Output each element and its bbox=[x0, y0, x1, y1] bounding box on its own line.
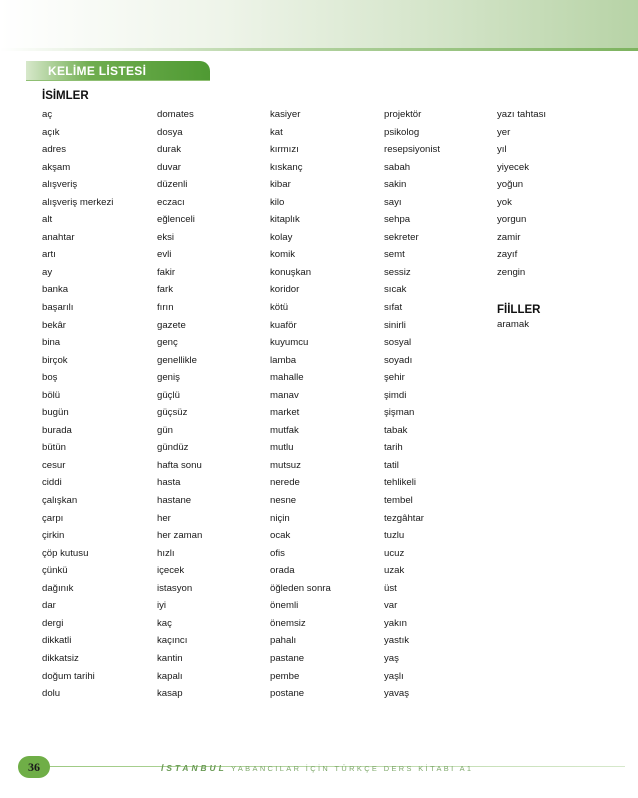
word-item: yaşlı bbox=[384, 670, 404, 682]
word-item: düzenli bbox=[157, 179, 188, 191]
word-item: pembe bbox=[270, 670, 300, 682]
page-number: 36 bbox=[28, 759, 40, 774]
word-item: kırmızı bbox=[270, 144, 299, 156]
word-item: zengin bbox=[497, 266, 526, 278]
word-item: iyi bbox=[157, 600, 167, 612]
word-item: yakın bbox=[384, 617, 407, 629]
word-item: aç bbox=[42, 109, 53, 120]
word-column-1 bbox=[42, 106, 113, 703]
word-item: yer bbox=[497, 126, 511, 138]
word-item: sekreter bbox=[384, 231, 419, 243]
word-item: lamba bbox=[270, 354, 297, 366]
word-item: kat bbox=[270, 126, 283, 138]
word-item: durak bbox=[157, 144, 181, 156]
word-item: yok bbox=[497, 196, 512, 208]
word-item: yoğun bbox=[497, 179, 524, 191]
word-item: dosya bbox=[157, 126, 183, 138]
word-item: gündüz bbox=[157, 442, 189, 454]
word-item: bekâr bbox=[42, 319, 66, 331]
word-item: başarılı bbox=[42, 302, 74, 314]
word-item: akşam bbox=[42, 161, 71, 173]
word-item: burada bbox=[42, 424, 72, 436]
word-item: eksi bbox=[157, 231, 175, 243]
word-item: domates bbox=[157, 109, 194, 120]
title-underline bbox=[26, 80, 210, 81]
word-item: kuaför bbox=[270, 319, 297, 331]
word-item: çirkin bbox=[42, 530, 65, 542]
word-item: şimdi bbox=[384, 389, 407, 401]
word-item: sehpa bbox=[384, 214, 411, 226]
word-item: tarih bbox=[384, 442, 403, 454]
word-item: niçin bbox=[270, 512, 290, 524]
word-item: mahalle bbox=[270, 372, 304, 384]
word-item: kibar bbox=[270, 179, 291, 191]
word-item: çarpı bbox=[42, 512, 64, 524]
word-item: anahtar bbox=[42, 231, 75, 243]
word-item: boş bbox=[42, 372, 58, 384]
word-item: tezgâhtar bbox=[384, 512, 425, 524]
word-item: kasap bbox=[157, 688, 183, 700]
verb-item: aramak bbox=[497, 319, 529, 330]
word-item: yıl bbox=[497, 144, 507, 156]
word-item: fakir bbox=[157, 266, 176, 278]
word-item: manav bbox=[270, 389, 299, 401]
word-item: gazete bbox=[157, 319, 186, 331]
word-item: istasyon bbox=[157, 582, 193, 594]
word-item: tatil bbox=[384, 459, 399, 471]
word-item: şişman bbox=[384, 407, 415, 419]
word-item: yavaş bbox=[384, 688, 410, 700]
word-item: postane bbox=[270, 688, 305, 700]
word-item: önemli bbox=[270, 600, 299, 612]
word-item: dolu bbox=[42, 688, 61, 700]
verbs-column bbox=[497, 316, 529, 334]
word-column-3 bbox=[270, 106, 331, 703]
word-item: dağınık bbox=[42, 582, 74, 594]
word-item: orada bbox=[270, 565, 295, 577]
word-item: sayı bbox=[384, 196, 402, 208]
word-item: güçlü bbox=[157, 389, 180, 401]
word-item: sabah bbox=[384, 161, 411, 173]
word-item: hızlı bbox=[157, 547, 175, 559]
word-item: sakin bbox=[384, 179, 407, 191]
word-column-4 bbox=[384, 106, 440, 703]
word-item: cesur bbox=[42, 459, 66, 471]
word-item: sessiz bbox=[384, 266, 411, 278]
word-item: içecek bbox=[157, 565, 185, 577]
word-item: zamir bbox=[497, 231, 521, 243]
word-item: pastane bbox=[270, 652, 305, 664]
word-item: her bbox=[157, 512, 171, 524]
word-item: bölü bbox=[42, 389, 61, 401]
word-item: dergi bbox=[42, 617, 64, 629]
word-item: birçok bbox=[42, 354, 68, 366]
word-item: tabak bbox=[384, 424, 408, 436]
word-item: kuyumcu bbox=[270, 337, 309, 349]
word-item: eğlenceli bbox=[157, 214, 195, 226]
word-item: kantin bbox=[157, 652, 183, 664]
word-item: adres bbox=[42, 144, 66, 156]
word-item: hasta bbox=[157, 477, 181, 489]
word-item: genç bbox=[157, 337, 178, 349]
word-item: koridor bbox=[270, 284, 300, 296]
word-item: sosyal bbox=[384, 337, 412, 349]
word-item: kilo bbox=[270, 196, 285, 208]
word-item: yastık bbox=[384, 635, 410, 647]
word-item: gün bbox=[157, 424, 174, 436]
word-item: ucuz bbox=[384, 547, 405, 559]
word-item: öğleden sonra bbox=[270, 582, 331, 594]
footer-brand: İSTANBUL bbox=[161, 763, 227, 773]
word-item: zayıf bbox=[497, 249, 518, 261]
word-item: kaçıncı bbox=[157, 635, 188, 647]
word-item: kaç bbox=[157, 617, 172, 629]
word-item: mutfak bbox=[270, 424, 299, 436]
word-item: yiyecek bbox=[497, 161, 529, 173]
word-item: ocak bbox=[270, 530, 291, 542]
word-item: banka bbox=[42, 284, 69, 296]
word-item: güçsüz bbox=[157, 407, 188, 419]
word-item: doğum tarihi bbox=[42, 670, 95, 682]
word-column-2 bbox=[157, 106, 202, 703]
word-item: nesne bbox=[270, 495, 297, 507]
word-item: sıfat bbox=[384, 302, 403, 314]
word-item: kapalı bbox=[157, 670, 183, 682]
word-item: uzak bbox=[384, 565, 405, 577]
word-item: dar bbox=[42, 600, 56, 612]
page-title: KELİME LİSTESİ bbox=[48, 64, 147, 78]
word-item: soyadı bbox=[384, 354, 413, 366]
word-item: bina bbox=[42, 337, 61, 349]
word-item: üst bbox=[384, 582, 397, 594]
word-item: hafta sonu bbox=[157, 459, 202, 471]
word-item: çalışkan bbox=[42, 495, 78, 507]
word-item: var bbox=[384, 600, 398, 612]
word-item: çöp kutusu bbox=[42, 547, 89, 559]
word-item: yorgun bbox=[497, 214, 527, 226]
word-item: artı bbox=[42, 249, 56, 261]
word-item: açık bbox=[42, 126, 60, 138]
word-item: sıcak bbox=[384, 284, 407, 296]
word-item: tehlikeli bbox=[384, 477, 416, 489]
word-item: tuzlu bbox=[384, 530, 405, 542]
word-item: fırın bbox=[157, 302, 174, 314]
word-item: yaş bbox=[384, 652, 399, 664]
word-item: dikkatli bbox=[42, 635, 72, 647]
footer-text bbox=[161, 763, 473, 773]
word-item: genellikle bbox=[157, 354, 198, 366]
word-item: kötü bbox=[270, 302, 289, 314]
word-item: fark bbox=[157, 284, 173, 296]
word-item: nerede bbox=[270, 477, 300, 489]
word-item: bütün bbox=[42, 442, 67, 454]
word-item: komik bbox=[270, 249, 296, 261]
word-item: ciddi bbox=[42, 477, 62, 489]
word-item: kasiyer bbox=[270, 109, 301, 120]
top-divider bbox=[0, 48, 638, 51]
word-item: alışveriş merkezi bbox=[42, 196, 114, 208]
word-item: semt bbox=[384, 249, 405, 261]
top-banner bbox=[0, 0, 638, 48]
word-item: projektör bbox=[384, 109, 422, 120]
word-item: psikolog bbox=[384, 126, 420, 138]
word-item: önemsiz bbox=[270, 617, 306, 629]
word-item: alışveriş bbox=[42, 179, 78, 191]
word-item: ofis bbox=[270, 547, 285, 559]
word-item: mutlu bbox=[270, 442, 294, 454]
word-item: çünkü bbox=[42, 565, 68, 577]
word-item: konuşkan bbox=[270, 266, 312, 278]
word-item: bugün bbox=[42, 407, 69, 419]
word-item: eczacı bbox=[157, 196, 185, 208]
page-number-badge bbox=[18, 756, 50, 778]
word-item: tembel bbox=[384, 495, 413, 507]
word-item: kıskanç bbox=[270, 161, 303, 173]
word-item: resepsiyonist bbox=[384, 144, 440, 156]
word-item: ay bbox=[42, 266, 53, 278]
verbs-heading: FİİLLER bbox=[497, 304, 541, 316]
word-item: evli bbox=[157, 249, 172, 261]
word-item: dikkatsiz bbox=[42, 652, 79, 664]
word-item: sinirli bbox=[384, 319, 406, 331]
word-item: market bbox=[270, 407, 300, 419]
word-column-5 bbox=[497, 106, 546, 281]
word-item: kitaplık bbox=[270, 214, 300, 226]
footer-subtitle: YABANCILAR İÇİN TÜRKÇE DERS KİTABI A1 bbox=[231, 764, 474, 773]
word-item: geniş bbox=[157, 372, 180, 384]
word-item: hastane bbox=[157, 495, 192, 507]
word-item: mutsuz bbox=[270, 459, 301, 471]
word-item: pahalı bbox=[270, 635, 297, 647]
word-item: her zaman bbox=[157, 530, 203, 542]
word-item: yazı tahtası bbox=[497, 109, 547, 120]
word-item: duvar bbox=[157, 161, 181, 173]
word-item: şehir bbox=[384, 372, 405, 384]
word-item: kolay bbox=[270, 231, 293, 243]
nouns-heading: İSİMLER bbox=[42, 90, 89, 102]
word-item: alt bbox=[42, 214, 53, 226]
